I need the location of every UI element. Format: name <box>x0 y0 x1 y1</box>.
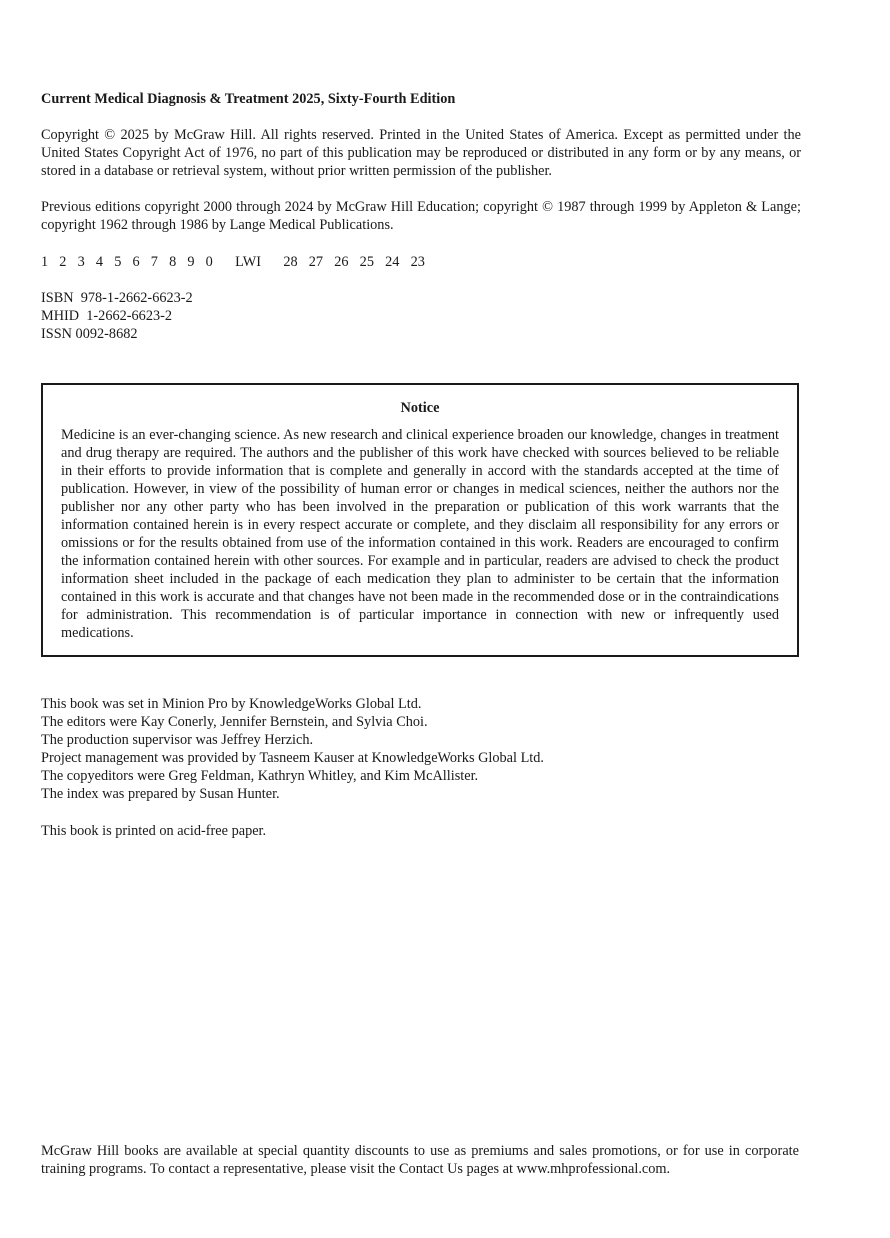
copyright-statement: Copyright © 2025 by McGraw Hill. All rights reserved. Printed in the United States of America. Except as permitted under the United States Copyright Act of 1976, no part of this publication may be reproduced or distributed in any form or by any means, or stored in a database or retrieval system, without prior written permission of the publisher. <box>41 127 801 179</box>
credit-line: The production supervisor was Jeffrey Herzich. <box>41 732 314 748</box>
notice-heading: Notice <box>400 400 440 416</box>
promotions-statement: McGraw Hill books are available at special quantity discounts to use as premiums and sales promotions, or for use in corporate training programs. To contact a representative, please visit the Contact Us pages at www.mhprofessional.com. <box>41 1143 799 1177</box>
book-title: Current Medical Diagnosis & Treatment 2025, Sixty-Fourth Edition <box>41 91 456 107</box>
isbn-line: ISBN 978-1-2662-6623-2 <box>41 290 193 306</box>
paper-note: This book is printed on acid-free paper. <box>41 823 267 839</box>
notice-body: Medicine is an ever-changing science. As new research and clinical experience broaden our knowledge, changes in treatment and drug therapy are required. The authors and the publisher of this work have checked with sources believed to be reliable in their efforts to provide information that is complete and generally in accord with the standards accepted at the time of publication. However, in view of the possibility of human error or changes in medical sciences, neither the authors nor the publisher nor any other party who has been involved in the preparation or publication of this work warrants that the information contained herein is in every respect accurate or complete, and they disclaim all responsibility for any errors or omissions or for the results obtained from use of the information contained in this work. Readers are encouraged to confirm the information contained herein with other sources. For example and in particular, readers are advised to check the product information sheet included in the package of each medication they plan to administer to be certain that the information contained in this work is accurate and that changes have not been made in the recommended dose or in the contraindications for administration. This recommendation is of particular importance in connection with new or infrequently used medications. <box>61 427 779 641</box>
printing-line: 1 2 3 4 5 6 7 8 9 0 LWI 28 27 26 25 24 23 <box>41 254 425 270</box>
credit-line: The copyeditors were Greg Feldman, Kathryn Whitley, and Kim McAllister. <box>41 768 479 784</box>
identifiers-block <box>41 289 801 343</box>
previous-editions-statement: Previous editions copyright 2000 through 2024 by McGraw Hill Education; copyright © 1987 through 1999 by Appleton & Lange; copyright 1962 through 1986 by Lange Medical Publications. <box>41 199 801 233</box>
notice-box <box>41 383 799 657</box>
credit-line: This book was set in Minion Pro by KnowledgeWorks Global Ltd. <box>41 696 422 712</box>
issn-line: ISSN 0092-8682 <box>41 326 138 342</box>
credit-line: Project management was provided by Tasneem Kauser at KnowledgeWorks Global Ltd. <box>41 750 545 766</box>
mhid-line: MHID 1-2662-6623-2 <box>41 308 173 324</box>
production-credits <box>41 695 801 803</box>
credit-line: The index was prepared by Susan Hunter. <box>41 786 280 802</box>
credit-line: The editors were Kay Conerly, Jennifer Bernstein, and Sylvia Choi. <box>41 714 428 730</box>
